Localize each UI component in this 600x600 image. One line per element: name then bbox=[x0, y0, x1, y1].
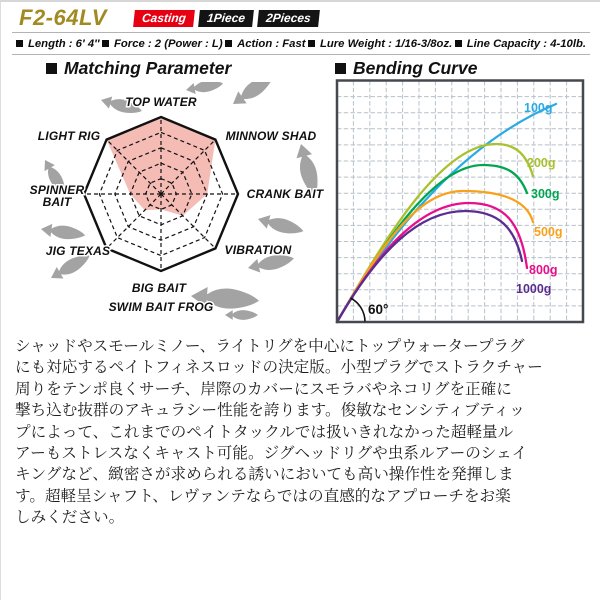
square-bullet-icon bbox=[225, 40, 232, 47]
lure-silhouette-icon bbox=[229, 82, 278, 110]
spec-force: Force : 2 (Power : L) bbox=[102, 38, 223, 50]
description-line: シャッドやスモールミノー、ライトリグを中心にトップウォータープラグ bbox=[15, 338, 525, 355]
square-bullet-icon bbox=[455, 40, 462, 47]
section-title-matching bbox=[46, 58, 231, 79]
spec-length: Length : 6′ 4″ bbox=[16, 38, 100, 50]
divider-top bbox=[12, 32, 590, 33]
square-bullet-icon bbox=[335, 63, 346, 74]
badge-row bbox=[134, 10, 319, 27]
description-line: にも対応するペイトフィネスロッドの決定版。小型プラグでストラクチャー bbox=[15, 359, 543, 377]
radar-label-minnow-shad: MINNOW SHAD bbox=[225, 129, 317, 143]
square-bullet-icon bbox=[46, 63, 57, 74]
curve-label-100g: 100g bbox=[524, 101, 553, 115]
square-bullet-icon bbox=[16, 40, 23, 47]
lure-silhouette-icon bbox=[256, 212, 305, 238]
section-title-bending bbox=[335, 58, 477, 79]
description-line: キングなど、緻密さが求められる誘いにおいても高い操作性を発揮しま bbox=[15, 466, 514, 484]
bending-title-text: Bending Curve bbox=[353, 58, 478, 78]
description-line: アーもストレスなくキャスト可能。ジグヘッドリグや虫系ルアーのシェイ bbox=[15, 445, 528, 463]
square-bullet-icon bbox=[308, 40, 315, 47]
curve-label-1000g: 1000g bbox=[516, 282, 552, 296]
angle-annotation: 60° bbox=[368, 302, 389, 317]
bending-curve-chart bbox=[335, 79, 587, 326]
curve-label-200g: 200g bbox=[527, 156, 556, 170]
curve-label-800g: 800g bbox=[529, 263, 558, 277]
badge-2pieces: 2Pieces bbox=[257, 10, 320, 27]
radar-label-vibration: VIBRATION bbox=[224, 243, 292, 257]
radar-label-jig-texas: JIG TEXAS bbox=[45, 244, 111, 258]
description-line: 周りをテンポ良くサーチ、岸際のカバーにスモラバやネコリグを正確に bbox=[15, 380, 512, 398]
lure-silhouette-icon bbox=[225, 310, 258, 320]
radar-label-swim-bait-frog: SWIM BAIT FROG bbox=[108, 300, 214, 314]
divider-bottom bbox=[12, 54, 590, 55]
radar-label-crank-bait: CRANK BAIT bbox=[246, 187, 324, 201]
square-bullet-icon bbox=[102, 40, 109, 47]
spec-bar bbox=[16, 36, 586, 52]
lure-silhouette-icon bbox=[185, 82, 224, 96]
curve-label-500g: 500g bbox=[534, 225, 563, 239]
badge-casting: Casting bbox=[133, 10, 195, 27]
spec-action: Action : Fast bbox=[225, 38, 305, 50]
spec-line-capacity: Line Capacity : 4-10lb. bbox=[455, 38, 586, 50]
radar-label-light-rig: LIGHT RIG bbox=[37, 129, 101, 143]
description-line: す。超軽呈シャフト、レヴァンテならではの直感的なアプローチをお楽 bbox=[15, 487, 511, 505]
description-text bbox=[15, 336, 591, 529]
radar-label-spinner-bait: SPINNER BAIT bbox=[29, 183, 85, 209]
badge-1piece: 1Piece bbox=[198, 10, 254, 27]
model-number: F2-64LV bbox=[19, 5, 107, 30]
description-line: しみください。 bbox=[15, 509, 125, 527]
matching-title-text: Matching Parameter bbox=[64, 58, 232, 78]
description-line: プによって、これまでのペイトタックルでは扱いきれなかった超軽量ル bbox=[15, 423, 514, 441]
matching-parameter-radar-chart bbox=[1, 82, 331, 334]
curve-label-300g: 300g bbox=[531, 187, 560, 201]
spec-lure-weight: Lure Weight : 1/16-3/8oz. bbox=[308, 38, 452, 50]
radar-label-big-bait: BIG BAIT bbox=[131, 281, 187, 295]
radar-label-top-water: TOP WATER bbox=[125, 95, 197, 109]
description-line: 撃ち込む抜群のアキュラシー性能を誇ります。俊敏なセンシティブティッ bbox=[15, 402, 525, 420]
lure-silhouette-icon bbox=[40, 222, 86, 241]
